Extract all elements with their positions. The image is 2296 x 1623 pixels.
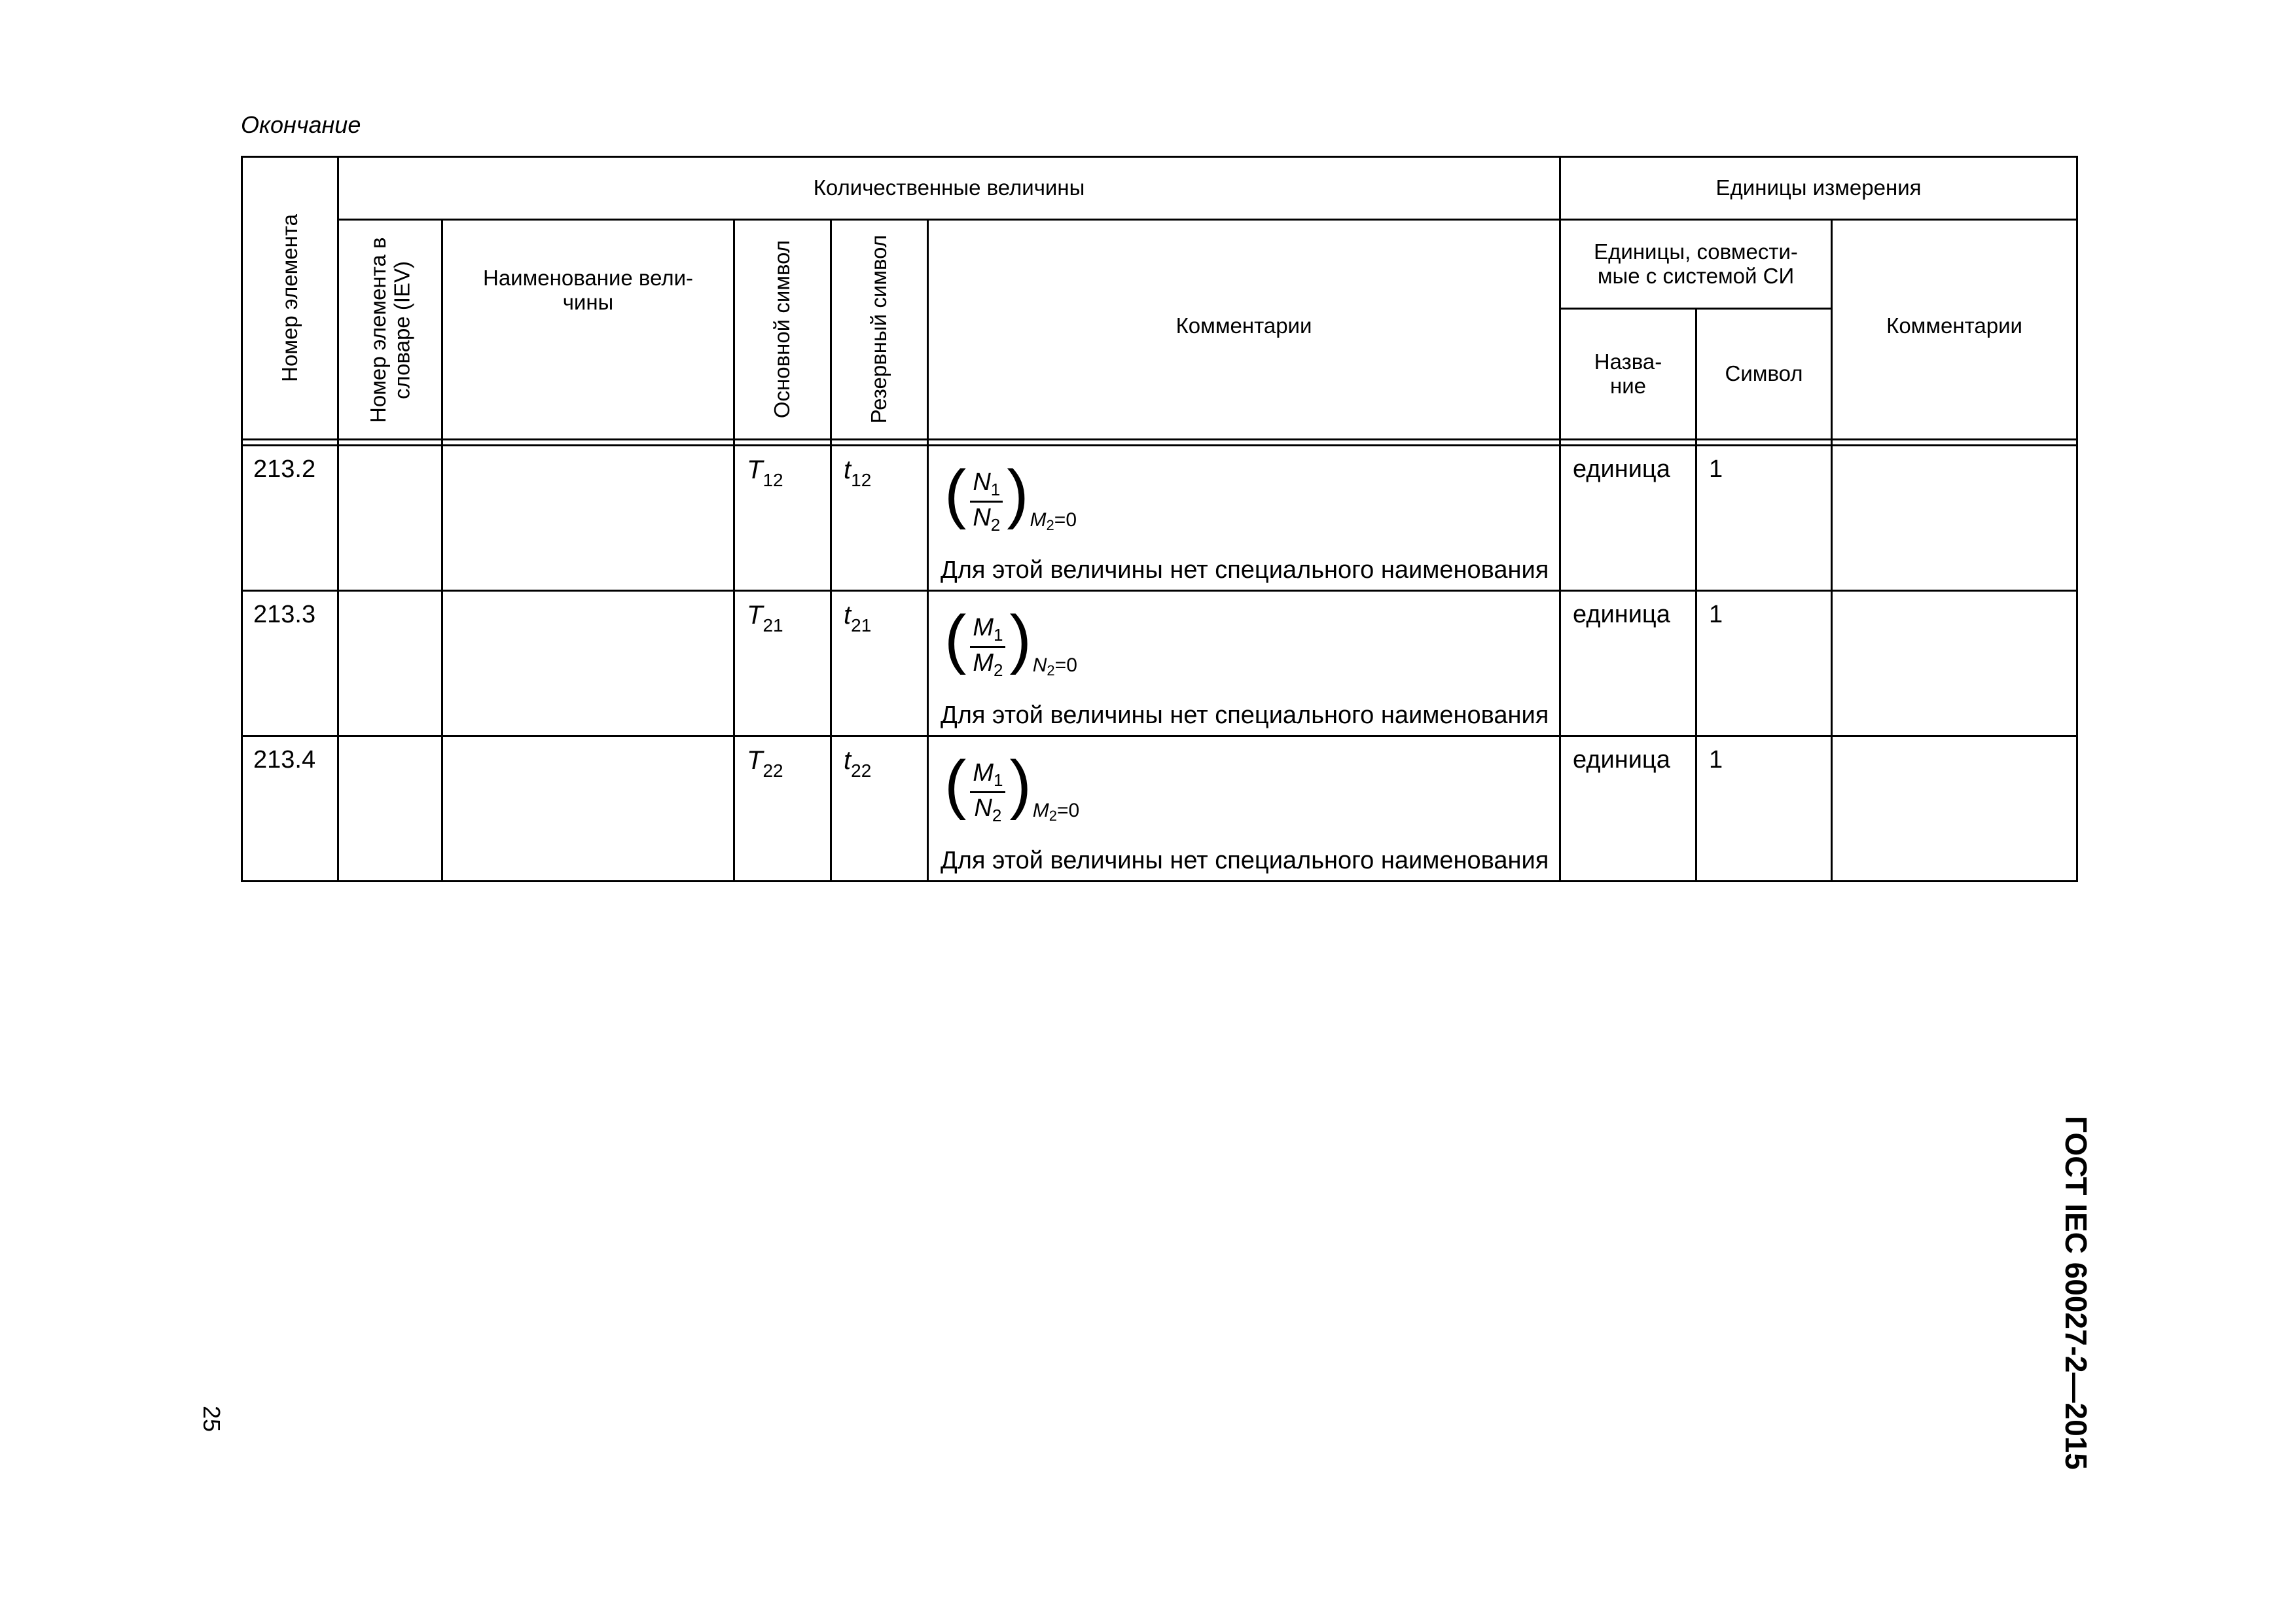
header-reserve-symbol: Резервный символ bbox=[831, 220, 928, 440]
main-symbol: $T_{22}$ bbox=[747, 746, 783, 781]
ratio-formula: ( $\frac{M_1}{M_2}$ ) $N_2=0$ bbox=[944, 602, 1077, 681]
comment-note: Для этой величины нет специального наименования bbox=[941, 702, 1549, 729]
iev-cell bbox=[338, 446, 442, 591]
continuation-label: Окончание bbox=[241, 111, 361, 138]
quantity-comment bbox=[929, 592, 1559, 735]
comment-note: Для этой величины нет специального наименования bbox=[941, 847, 1549, 874]
ratio-formula: ( $\frac{M_1}{N_2}$ ) $M_2=0$ bbox=[944, 747, 1080, 826]
table-row bbox=[242, 591, 2077, 736]
header-quantity-comments: Комментарии bbox=[928, 220, 1560, 440]
unit-name: единица bbox=[1573, 601, 1670, 628]
unit-symbol: 1 bbox=[1709, 746, 1723, 774]
table-row bbox=[242, 736, 2077, 882]
element-number: 213.4 bbox=[253, 746, 316, 774]
unit-name: единица bbox=[1573, 746, 1670, 774]
name-cell bbox=[442, 736, 734, 882]
main-symbol: $T_{12}$ bbox=[747, 455, 783, 490]
name-cell bbox=[442, 446, 734, 591]
reserve-symbol: $t_{22}$ bbox=[844, 746, 872, 781]
reserve-symbol: $t_{21}$ bbox=[844, 601, 872, 635]
iev-cell bbox=[338, 591, 442, 736]
ratio-formula: ( $\frac{N_1}{N_2}$ ) $M_2=0$ bbox=[944, 457, 1077, 535]
element-number: 213.3 bbox=[253, 601, 316, 628]
header-quantities-group: Количественные величины bbox=[338, 157, 1560, 220]
comment-note: Для этой величины нет специального наименования bbox=[941, 556, 1549, 584]
header-unit-name: Назва-ние bbox=[1560, 309, 1696, 440]
table-row bbox=[242, 446, 2077, 591]
header-iev-number: Номер элемента в словаре (IEV) bbox=[338, 220, 442, 440]
unit-symbol: 1 bbox=[1709, 601, 1723, 628]
page-number: 25 bbox=[198, 1406, 225, 1433]
header-main-symbol: Основной символ bbox=[734, 220, 831, 440]
header-unit-symbol: Символ bbox=[1696, 309, 1832, 440]
quantity-comment bbox=[929, 737, 1559, 880]
header-unit-comments: Комментарии bbox=[1832, 220, 2077, 440]
element-number: 213.2 bbox=[253, 455, 316, 483]
iev-cell bbox=[338, 736, 442, 882]
quantities-table bbox=[241, 156, 2078, 882]
unit-name: единица bbox=[1573, 455, 1670, 483]
name-cell bbox=[442, 591, 734, 736]
unit-comment-cell bbox=[1832, 446, 2077, 591]
quantity-comment bbox=[929, 446, 1559, 590]
standard-code: ГОСТ IEC 60027-2—2015 bbox=[2059, 1116, 2093, 1470]
unit-comment-cell bbox=[1832, 591, 2077, 736]
unit-symbol: 1 bbox=[1709, 455, 1723, 483]
unit-comment-cell bbox=[1832, 736, 2077, 882]
header-si-units: Единицы, совмести-мые с системой СИ bbox=[1560, 220, 1832, 309]
main-symbol: $T_{21}$ bbox=[747, 601, 783, 635]
header-units-group: Единицы измерения bbox=[1560, 157, 2077, 220]
reserve-symbol: $t_{12}$ bbox=[844, 455, 872, 490]
header-quantity-name: Наименование вели-чины bbox=[442, 220, 734, 440]
header-element-number: Номер элемента bbox=[242, 157, 338, 440]
